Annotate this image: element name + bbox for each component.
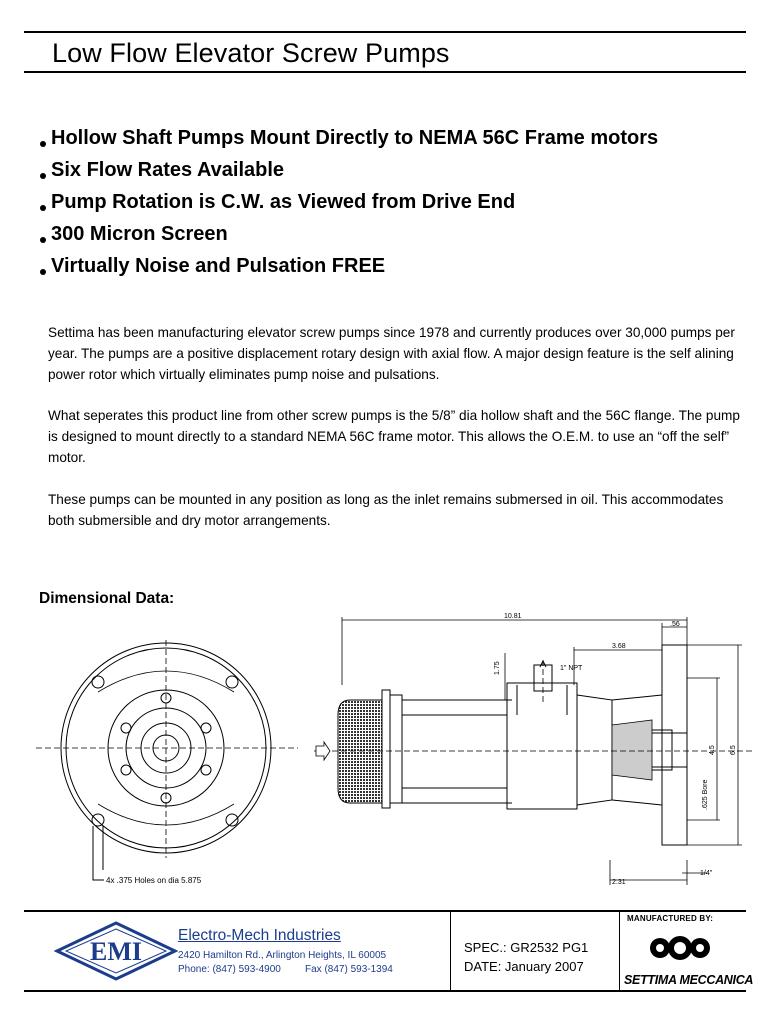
- feature-text: Pump Rotation is C.W. as Viewed from Drive End: [51, 191, 516, 213]
- dim-port-height: 1.75: [494, 661, 501, 675]
- feature-item: [40, 218, 658, 250]
- footer-divider: [450, 912, 451, 992]
- feature-item: [40, 250, 658, 282]
- bullet-icon: [40, 269, 46, 275]
- emi-logo-text: EMI: [90, 937, 142, 966]
- dim-pilot: 4.5: [709, 745, 716, 755]
- intro-paragraph: Settima has been manufacturing elevator screw pumps since 1978 and currently produces over 30,000 pumps per year. The pumps are a positive displacement rotary design with axial flow. A major design feature is the self alining power rotor which virtually eliminates pump noise and pulsations.: [48, 325, 735, 382]
- footer-divider: [619, 912, 620, 992]
- feature-text: Virtually Noise and Pulsation FREE: [51, 255, 386, 277]
- dim-overall: 10.81: [504, 613, 522, 620]
- feature-text: 300 Micron Screen: [51, 223, 228, 245]
- holes-note: 4x .375 Holes on dia 5.875: [106, 876, 202, 885]
- pump-end-view-drawing: [36, 630, 306, 890]
- footer-bottom-rule: [24, 990, 746, 992]
- spec-date: DATE: January 2007: [464, 959, 584, 974]
- emi-logo: [54, 920, 178, 982]
- pump-side-view-drawing: [312, 605, 752, 890]
- feature-text: Hollow Shaft Pumps Mount Directly to NEMA 56C Frame motors: [51, 127, 659, 149]
- title-rule: [24, 71, 746, 73]
- feature-text: Six Flow Rates Available: [51, 159, 285, 181]
- feature-list: [40, 122, 658, 282]
- manufactured-by-label: MANUFACTURED BY:: [627, 914, 714, 923]
- dim-port: 1" NPT: [560, 665, 583, 672]
- top-rule: [24, 31, 746, 33]
- bullet-icon: [40, 141, 46, 147]
- shaft-paragraph: What seperates this product line from other screw pumps is the 5/8” dia hollow shaft and the 56C flange. The pump is designed to mount directly to a standard NEMA 56C frame motor. This allows the O.E.M. to use an “off the self” motor.: [48, 408, 740, 465]
- dim-inlet-to-flange: 3.68: [612, 643, 626, 650]
- bullet-icon: [40, 237, 46, 243]
- footer-top-rule: [24, 910, 746, 912]
- feature-item: [40, 186, 658, 218]
- page-title: Low Flow Elevator Screw Pumps: [52, 38, 450, 68]
- dim-shaft-length: 2.31: [612, 879, 626, 886]
- manufacturer-name: SETTIMA MECCANICA: [624, 973, 754, 987]
- company-name: Electro-Mech Industries: [178, 927, 341, 944]
- company-address: 2420 Hamilton Rd., Arlington Heights, IL 60005: [178, 950, 387, 961]
- spec-number: SPEC.: GR2532 PG1: [464, 940, 589, 955]
- settima-logo-mark: [648, 931, 712, 965]
- dim-flange-thickness: .56: [670, 621, 680, 628]
- dim-flange-dia: 6.5: [730, 745, 737, 755]
- bullet-icon: [40, 205, 46, 211]
- feature-item: [40, 154, 658, 186]
- mounting-paragraph: These pumps can be mounted in any position as long as the inlet remains submersed in oil. This accommodates both submersible and dry motor arrangements.: [48, 492, 724, 528]
- feature-item: [40, 122, 658, 154]
- company-phone: Phone: (847) 593-4900: [178, 964, 281, 975]
- company-fax: Fax (847) 593-1394: [305, 964, 393, 975]
- dimensional-data-heading: Dimensional Data:: [39, 590, 175, 607]
- bullet-icon: [40, 173, 46, 179]
- dim-key: 1/4": [700, 870, 713, 877]
- dim-bore: .625 Bore: [702, 779, 709, 810]
